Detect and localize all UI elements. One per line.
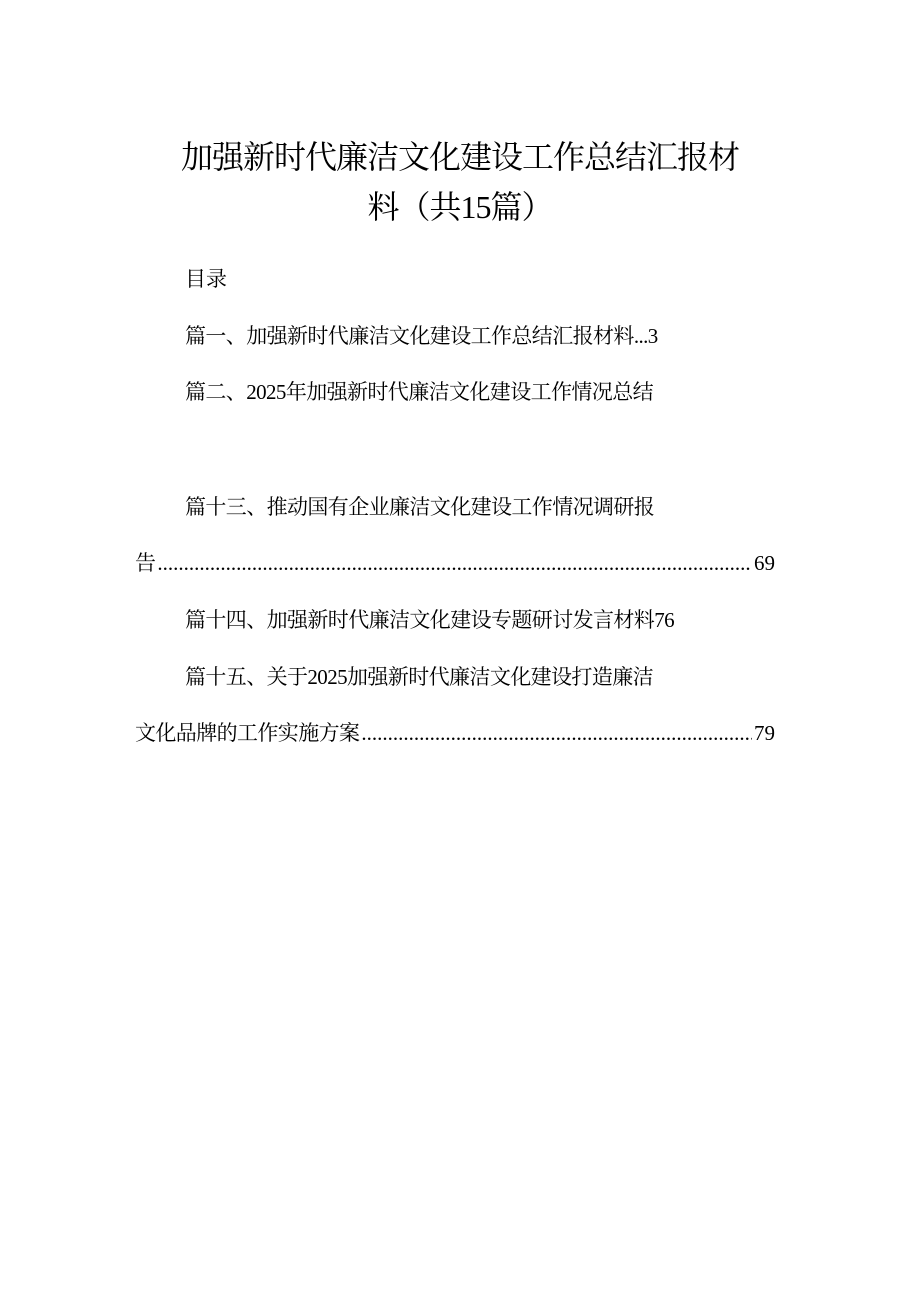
- toc-entry-15-page: 79: [754, 721, 775, 745]
- toc-entry-1[interactable]: [185, 321, 658, 351]
- toc-entry-1-leader: ...: [633, 324, 648, 348]
- toc-entry-13-line-1[interactable]: [185, 492, 654, 522]
- toc-entry-2-text: 年加强新时代廉洁文化建设工作情况总结: [285, 380, 654, 404]
- toc-entry-15-text-cont: 文化品牌的工作实施方案: [135, 721, 360, 745]
- dot-leader: [361, 718, 752, 748]
- toc-entry-13-page: 69: [754, 551, 775, 575]
- toc-entry-2[interactable]: [185, 377, 653, 407]
- toc-entry-14-page: 76: [654, 608, 675, 632]
- toc-entry-1-page: 3: [647, 324, 658, 348]
- toc-entry-13-text-cont: 告: [135, 551, 156, 575]
- toc-entry-14[interactable]: [185, 605, 674, 635]
- page-title: [150, 132, 770, 232]
- title-line-1: 加强新时代廉洁文化建设工作总结汇报材: [180, 138, 739, 176]
- toc-entry-15-line-1[interactable]: [185, 662, 653, 692]
- toc-entry-2-prefix: 篇二、: [185, 380, 247, 404]
- title-count: 15: [460, 189, 491, 225]
- toc-entry-15-year: 2025: [307, 665, 348, 689]
- toc-entry-15-line-2[interactable]: [135, 718, 775, 748]
- toc-heading: 目录: [185, 267, 227, 291]
- toc-entry-15-prefix: 篇十五、关于: [185, 665, 308, 689]
- dot-leader: [157, 548, 752, 578]
- toc-entry-1-text: 篇一、加强新时代廉洁文化建设工作总结汇报材料: [185, 324, 634, 348]
- title-line-2: 料（共15篇）: [367, 188, 553, 226]
- toc-entry-2-year: 2025: [246, 380, 286, 404]
- toc-entry-15-text: 加强新时代廉洁文化建设打造廉洁: [347, 665, 654, 689]
- toc-entry-14-text: 篇十四、加强新时代廉洁文化建设专题研讨发言材料: [185, 608, 655, 632]
- toc-entry-13-line-2[interactable]: [135, 548, 775, 578]
- toc-entry-13-text: 篇十三、推动国有企业廉洁文化建设工作情况调研报: [185, 495, 655, 519]
